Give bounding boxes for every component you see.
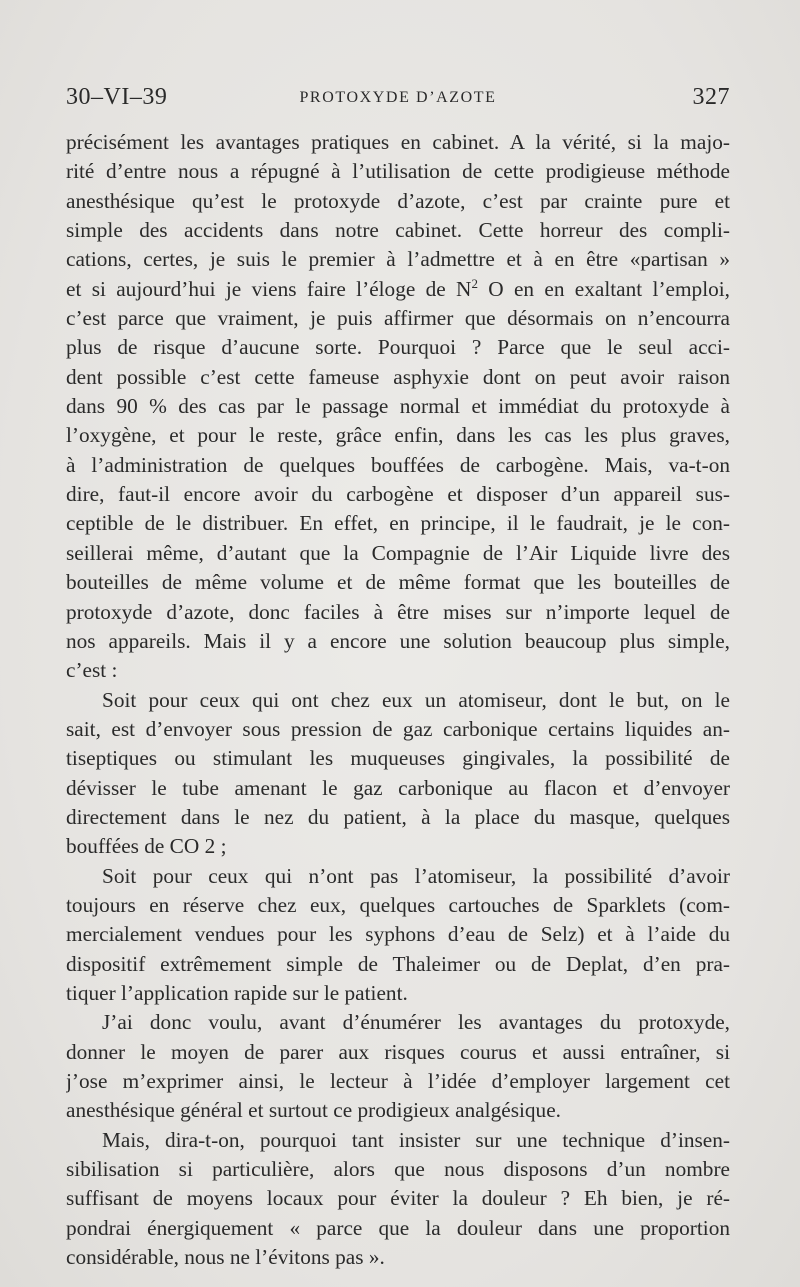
text-line: mercialement vendues pour les syphons d’eau de Selz) et à l’aide du <box>66 922 730 947</box>
paragraph-2 <box>66 686 730 862</box>
text-line: sait, est d’envoyer sous pression de gaz carbonique certains liquides an- <box>66 716 730 741</box>
text-line: directement dans le nez du patient, à la place du masque, quelques <box>66 804 730 829</box>
text-line: c’est parce que vraiment, je puis affirmer que désormais on n’encourra <box>66 306 730 331</box>
paragraph-3 <box>66 862 730 1009</box>
text-line: dévisser le tube amenant le gaz carbonique au flacon et d’envoyer <box>66 775 730 800</box>
text-segment: et si aujourd’hui je viens faire l’éloge de N <box>66 276 472 301</box>
header-date: 30–VI–39 <box>66 84 168 110</box>
text-line: bouteilles de même volume et de même format que les bouteilles de <box>66 570 730 595</box>
text-line: c’est : <box>66 658 118 683</box>
text-line: simple des accidents dans notre cabinet. Cette horreur des compli- <box>66 218 730 243</box>
text-line: dire, faut-il encore avoir du carbogène et disposer d’un appareil sus- <box>66 482 730 507</box>
text-segment: O en en exaltant l’emploi, <box>477 276 730 301</box>
header-title: PROTOXYDE D’AZOTE <box>299 89 497 106</box>
text-line: tiseptiques ou stimulant les muqueuses gingivales, la possibilité de <box>66 746 730 771</box>
text-line: nos appareils. Mais il y a encore une solution beaucoup plus simple, <box>66 628 730 653</box>
text-line: plus de risque d’aucune sorte. Pourquoi ? Parce que le seul acci- <box>66 335 730 360</box>
text-line-with-formula <box>66 275 730 304</box>
paragraph-4 <box>66 1008 730 1125</box>
text-line: à l’administration de quelques bouffées de carbogène. Mais, va-t-on <box>66 452 730 477</box>
text-line: précisément les avantages pratiques en cabinet. A la vérité, si la majo- <box>66 130 730 154</box>
text-line: toujours en réserve chez eux, quelques cartouches de Sparklets (com- <box>66 892 730 917</box>
text-line: anesthésique général et surtout ce prodigieux analgésique. <box>66 1098 561 1123</box>
text-line: dans 90 % des cas par le passage normal et immédiat du protoxyde à <box>66 394 730 419</box>
text-line: anesthésique qu’est le protoxyde d’azote, c’est par crainte pure et <box>66 188 730 213</box>
text-line: J’ai donc voulu, avant d’énumérer les avantages du protoxyde, <box>102 1010 730 1035</box>
paragraph-5 <box>66 1126 730 1273</box>
running-header <box>66 84 730 116</box>
text-line: suffisant de moyens locaux pour éviter la douleur ? Eh bien, je ré- <box>66 1186 730 1211</box>
text-line: bouffées de CO 2 ; <box>66 834 227 859</box>
body-text <box>66 128 730 1272</box>
text-line: l’oxygène, et pour le reste, grâce enfin, dans les cas les plus graves, <box>66 423 730 448</box>
text-line: ceptible de le distribuer. En effet, en principe, il le faudrait, je le con- <box>66 511 730 536</box>
text-line: sibilisation si particulière, alors que nous disposons d’un nombre <box>66 1157 730 1182</box>
text-line: dent possible c’est cette fameuse asphyxie dont on peut avoir raison <box>66 364 730 389</box>
text-line: cations, certes, je suis le premier à l’admettre et à en être «partisan » <box>66 247 730 272</box>
text-line: donner le moyen de parer aux risques courus et aussi entraîner, si <box>66 1039 730 1064</box>
text-line: j’ose m’exprimer ainsi, le lecteur à l’idée d’employer largement cet <box>66 1069 730 1093</box>
text-line: Soit pour ceux qui ont chez eux un atomiseur, dont le but, on le <box>102 687 730 712</box>
text-line: Soit pour ceux qui n’ont pas l’atomiseur, la possibilité d’avoir <box>102 863 730 888</box>
paragraph-1 <box>66 128 730 686</box>
text-line: rité d’entre nous a répugné à l’utilisation de cette prodigieuse méthode <box>66 159 730 184</box>
text-line: considérable, nous ne l’évitons pas ». <box>66 1245 385 1270</box>
text-line: Mais, dira-t-on, pourquoi tant insister sur une technique d’insen- <box>102 1127 730 1152</box>
superscript: 2 <box>471 275 478 291</box>
text-line: pondrai énergiquement « parce que la douleur dans une proportion <box>66 1215 730 1240</box>
text-line: protoxyde d’azote, donc faciles à être mises sur n’importe lequel de <box>66 599 730 624</box>
text-line: seillerai même, d’autant que la Compagnie de l’Air Liquide livre des <box>66 540 730 565</box>
text-line: tiquer l’application rapide sur le patient. <box>66 980 408 1005</box>
text-line: dispositif extrêmement simple de Thaleimer ou de Deplat, d’en pra- <box>66 951 730 976</box>
page-number: 327 <box>692 84 730 110</box>
